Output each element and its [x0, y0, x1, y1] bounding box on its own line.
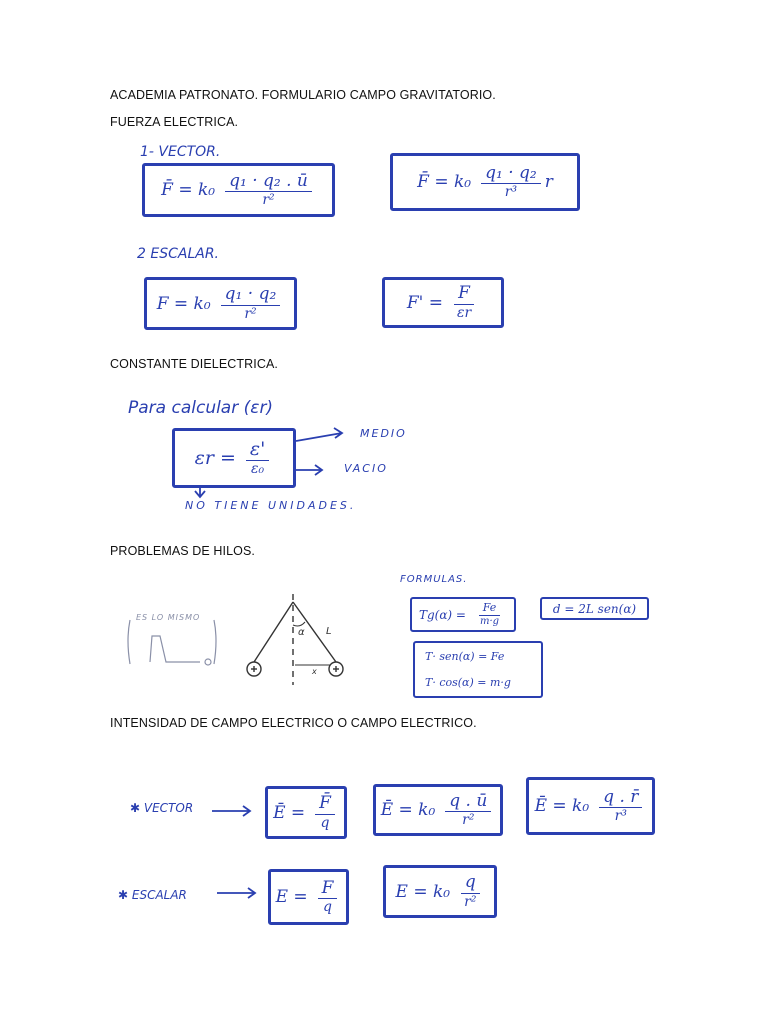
- numerator: ε': [246, 439, 269, 462]
- formula-lhs: εr =: [194, 447, 236, 469]
- fraction: [599, 788, 642, 825]
- campo-vector-label: ✱ VECTOR: [130, 801, 194, 815]
- charge-right: [329, 662, 343, 676]
- campo-escalar-label: ✱ ESCALAR: [118, 888, 187, 902]
- escalar-label: 2 ESCALAR.: [137, 246, 219, 262]
- denominator: q: [320, 814, 330, 831]
- small-sketch-ball: [205, 659, 211, 665]
- arrowhead: [248, 888, 255, 898]
- formula-tail: r: [544, 172, 553, 192]
- numerator: Fe: [479, 602, 501, 616]
- formula-lhs: Tg(α) =: [418, 607, 466, 622]
- page-title: ACADEMIA PATRONATO. FORMULARIO CAMPO GRAVITATORIO.: [110, 88, 496, 102]
- numerator: F: [318, 879, 338, 900]
- formula-tension: [413, 641, 543, 698]
- formulas-label: FORMULAS.: [400, 574, 468, 585]
- denominator: r³: [614, 808, 627, 825]
- formula-field-vector-u: [373, 784, 503, 836]
- arrow-medio: [296, 433, 342, 441]
- formula-lhs: E =: [275, 887, 308, 907]
- para-calcular-text: Para calcular (εr): [128, 398, 274, 418]
- numerator: q₁ · q₂ . ū: [225, 172, 312, 193]
- fraction: [476, 602, 503, 627]
- numerator: F̄: [315, 794, 335, 815]
- section-heading-intensidad: INTENSIDAD DE CAMPO ELECTRICO O CAMPO ELECTRICO.: [110, 716, 477, 730]
- small-sketch: [150, 636, 200, 662]
- section-heading-fuerza: FUERZA ELECTRICA.: [110, 115, 239, 129]
- formula-lhs: Ē = k₀: [534, 796, 590, 816]
- formula-line: T· cos(α) = m·g: [425, 676, 511, 690]
- fraction: [481, 164, 541, 201]
- denominator: q: [323, 899, 332, 916]
- denominator: r²: [244, 305, 257, 322]
- formula-lhs: F' =: [406, 292, 443, 313]
- charge-left: [247, 662, 261, 676]
- formula-text: d = 2L sen(α): [552, 601, 637, 616]
- formula-lhs: F̄ = k₀: [417, 172, 472, 192]
- formula-lhs: F̄ = k₀: [161, 180, 216, 200]
- x-label: x: [312, 667, 317, 676]
- section-heading-hilos: PROBLEMAS DE HILOS.: [110, 544, 255, 558]
- es-lo-mismo-label: ES LO MISMO: [136, 613, 201, 622]
- arrowhead: [243, 806, 250, 816]
- numerator: q . ū: [445, 792, 491, 813]
- formula-force-prime: [382, 277, 504, 328]
- thread-left: [254, 602, 293, 662]
- no-units-note: NO TIENE UNIDADES.: [185, 499, 357, 512]
- fraction: [315, 794, 335, 831]
- formula-field-vector-force: [265, 786, 347, 839]
- vector-label: 1- VECTOR.: [140, 144, 221, 160]
- formula-lhs: F = k₀: [156, 293, 211, 314]
- numerator: q₁ · q₂: [221, 285, 281, 306]
- vacio-label: VACIO: [344, 462, 388, 475]
- bracket-right: [214, 620, 216, 664]
- angle-arc: [293, 622, 305, 626]
- fraction: [246, 439, 269, 478]
- formula-line: T· sen(α) = Fe: [425, 649, 505, 663]
- formula-lhs: Ē =: [273, 802, 306, 823]
- fraction: [445, 792, 491, 829]
- denominator: εr: [456, 304, 472, 321]
- arrowhead: [334, 428, 342, 438]
- formula-field-scalar: [383, 865, 497, 918]
- fraction: [318, 879, 338, 916]
- fraction: [460, 873, 480, 910]
- denominator: ε₀: [251, 461, 265, 478]
- formula-field-scalar-force: [268, 869, 349, 925]
- numerator: F: [454, 284, 474, 305]
- formula-force-scalar: [144, 277, 297, 330]
- formula-tangent: [410, 597, 516, 632]
- fraction: [453, 284, 475, 321]
- formula-field-vector-r: [526, 777, 655, 835]
- formula-lhs: E = k₀: [395, 881, 451, 902]
- formula-dielectric: [172, 428, 296, 488]
- formula-force-vector: [142, 163, 335, 217]
- denominator: r³: [504, 184, 518, 201]
- arrowhead: [315, 465, 322, 475]
- length-label: L: [326, 626, 332, 637]
- numerator: q₁ · q₂: [481, 164, 541, 185]
- denominator: r²: [464, 893, 477, 910]
- denominator: r²: [262, 192, 275, 209]
- formula-distance: [540, 597, 649, 620]
- section-heading-constante: CONSTANTE DIELECTRICA.: [110, 357, 278, 371]
- denominator: r²: [462, 812, 475, 829]
- denominator: m·g: [479, 615, 500, 627]
- medio-label: MEDIO: [360, 427, 407, 440]
- fraction: [225, 172, 312, 209]
- alpha-label: α: [298, 627, 305, 638]
- formula-force-vector-r3: [390, 153, 580, 211]
- numerator: q: [461, 873, 480, 894]
- bracket-left: [128, 620, 130, 664]
- numerator: q . r̄: [599, 788, 642, 809]
- fraction: [221, 285, 281, 322]
- formula-lhs: Ē = k₀: [380, 800, 436, 820]
- arrowhead: [195, 491, 205, 497]
